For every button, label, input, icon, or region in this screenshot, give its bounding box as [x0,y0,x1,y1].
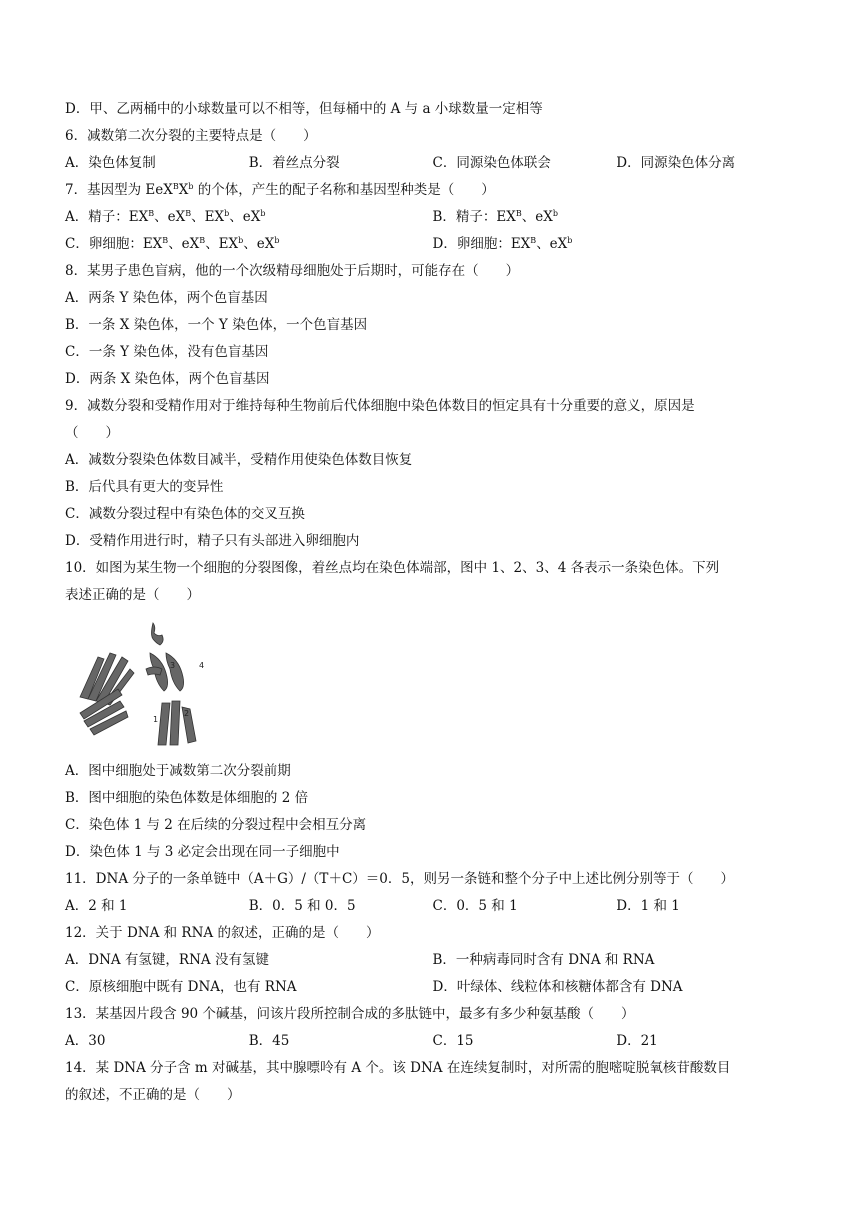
q12-option-c: C．原核细胞中既有 DNA，也有 RNA [65,979,297,995]
q5-option-d: D．甲、乙两桶中的小球数量可以不相等，但每桶中的 A 与 a 小球数量一定相等 [65,101,543,117]
q7-stem [65,177,800,204]
q11-option-a: A．2 和 1 [65,898,128,914]
q14-stem-line2: 的叙述，不正确的是（ ） [65,1087,241,1103]
q6-option-d: D．同源染色体分离 [616,155,736,171]
q10-option-b: B．图中细胞的染色体数是体细胞的 2 倍 [65,790,309,806]
q9-option-a: A．减数分裂染色体数目减半，受精作用使染色体数目恢复 [65,452,413,468]
fig-label-3: 3 [170,661,176,670]
exam-page [65,96,800,1109]
q12-option-d: D．叶绿体、线粒体和核糖体都含有 DNA [432,979,683,995]
q8-option-d: D．两条 X 染色体，两个色盲基因 [65,371,270,387]
q9-stem-line2: （ ） [65,425,119,441]
q6-option-a: A．染色体复制 [65,155,156,171]
q7-stem-pre: 7．基因型为 EeX [65,182,173,198]
q8-stem: 8．某男子患色盲病，他的一个次级精母细胞处于后期时，可能存在（ ） [65,263,520,279]
fig-label-2: 2 [184,709,190,718]
q11-option-c: C．0．5 和 1 [432,898,518,914]
q6-option-b: B．着丝点分裂 [248,155,340,171]
q7-sup-b1: B [172,182,179,191]
q14-stem-line1: 14．某 DNA 分子含 m 对碱基，其中腺嘌呤有 A 个。该 DNA 在连续复制时，对所需的胞嘧啶脱氧核苷酸数目 [65,1060,731,1076]
q7-option-b: B．精子：$EX^B$、$eX^b$ [432,209,559,225]
q7-option-a: A．精子：$EX^B$、$eX^B$、$EX^b$、$eX^b$ [65,209,266,225]
q9-option-b: B．后代具有更大的变异性 [65,479,224,495]
chromosome-figure [70,617,230,752]
q7-option-d: D．卵细胞：$EX^B$、$eX^b$ [432,236,573,252]
q13-options [65,1028,800,1055]
q10-option-a: A．图中细胞处于减数第二次分裂前期 [65,763,291,779]
q11-option-d: D．1 和 1 [616,898,680,914]
q6-stem: 6．减数第二次分裂的主要特点是（ ） [65,128,317,144]
q8-option-b: B．一条 X 染色体，一个 Y 染色体，一个色盲基因 [65,317,368,333]
q10-stem-line2: 表述正确的是（ ） [65,587,200,603]
q10-option-d: D．染色体 1 与 3 必定会出现在同一子细胞中 [65,844,340,860]
q13-option-c: C．15 [432,1033,474,1049]
q12-option-b: B．一种病毒同时含有 DNA 和 RNA [432,952,655,968]
q11-options [65,893,800,920]
q7-stem-mid: X [178,182,189,198]
q6-option-c: C．同源染色体联会 [432,155,551,171]
q9-option-d: D．受精作用进行时，精子只有头部进入卵细胞内 [65,533,360,549]
q13-option-b: B．45 [248,1033,290,1049]
q7-option-c: C．卵细胞：$EX^B$、$eX^B$、$EX^b$、$eX^b$ [65,236,280,252]
q8-option-c: C．一条 Y 染色体，没有色盲基因 [65,344,269,360]
q9-stem-line1: 9．减数分裂和受精作用对于维持每种生物前后代体细胞中染色体数目的恒定具有十分重要的意义，原因是 [65,398,695,414]
q7-stem-post: 的个体，产生的配子名称和基因型种类是（ ） [193,182,495,198]
q13-option-d: D．21 [616,1033,658,1049]
q7-options-row1 [65,204,800,231]
q13-stem: 13．某基因片段含 90 个碱基，问该片段所控制合成的多肽链中，最多有多少种氨基酸（ ） [65,1006,635,1022]
q6-options [65,150,800,177]
q10-option-c: C．染色体 1 与 2 在后续的分裂过程中会相互分离 [65,817,367,833]
q11-option-b: B．0．5 和 0．5 [248,898,356,914]
q10-stem-line1: 10．如图为某生物一个细胞的分裂图像，着丝点均在染色体端部，图中 1、2、3、4 各表示一条染色体。下列 [65,560,720,576]
fig-label-1: 1 [153,715,159,724]
q13-option-a: A．30 [65,1033,106,1049]
chromosome-figure-svg [70,617,230,752]
q8-option-a: A．两条 Y 染色体，两个色盲基因 [65,290,268,306]
q9-option-c: C．减数分裂过程中有染色体的交叉互换 [65,506,305,522]
q12-options-row1 [65,947,800,974]
q7-sup-b2: b [188,182,194,191]
q7-options-row2 [65,231,800,258]
q12-options-row2 [65,974,800,1001]
fig-label-4: 4 [199,661,205,670]
q12-option-a: A．DNA 有氢键，RNA 没有氢键 [65,952,269,968]
q11-stem: 11．DNA 分子的一条单链中（A＋G）/（T＋C）＝0．5，则另一条链和整个分子中上述比例分别等于（ ） [65,871,734,887]
q12-stem: 12．关于 DNA 和 RNA 的叙述，正确的是（ ） [65,925,380,941]
